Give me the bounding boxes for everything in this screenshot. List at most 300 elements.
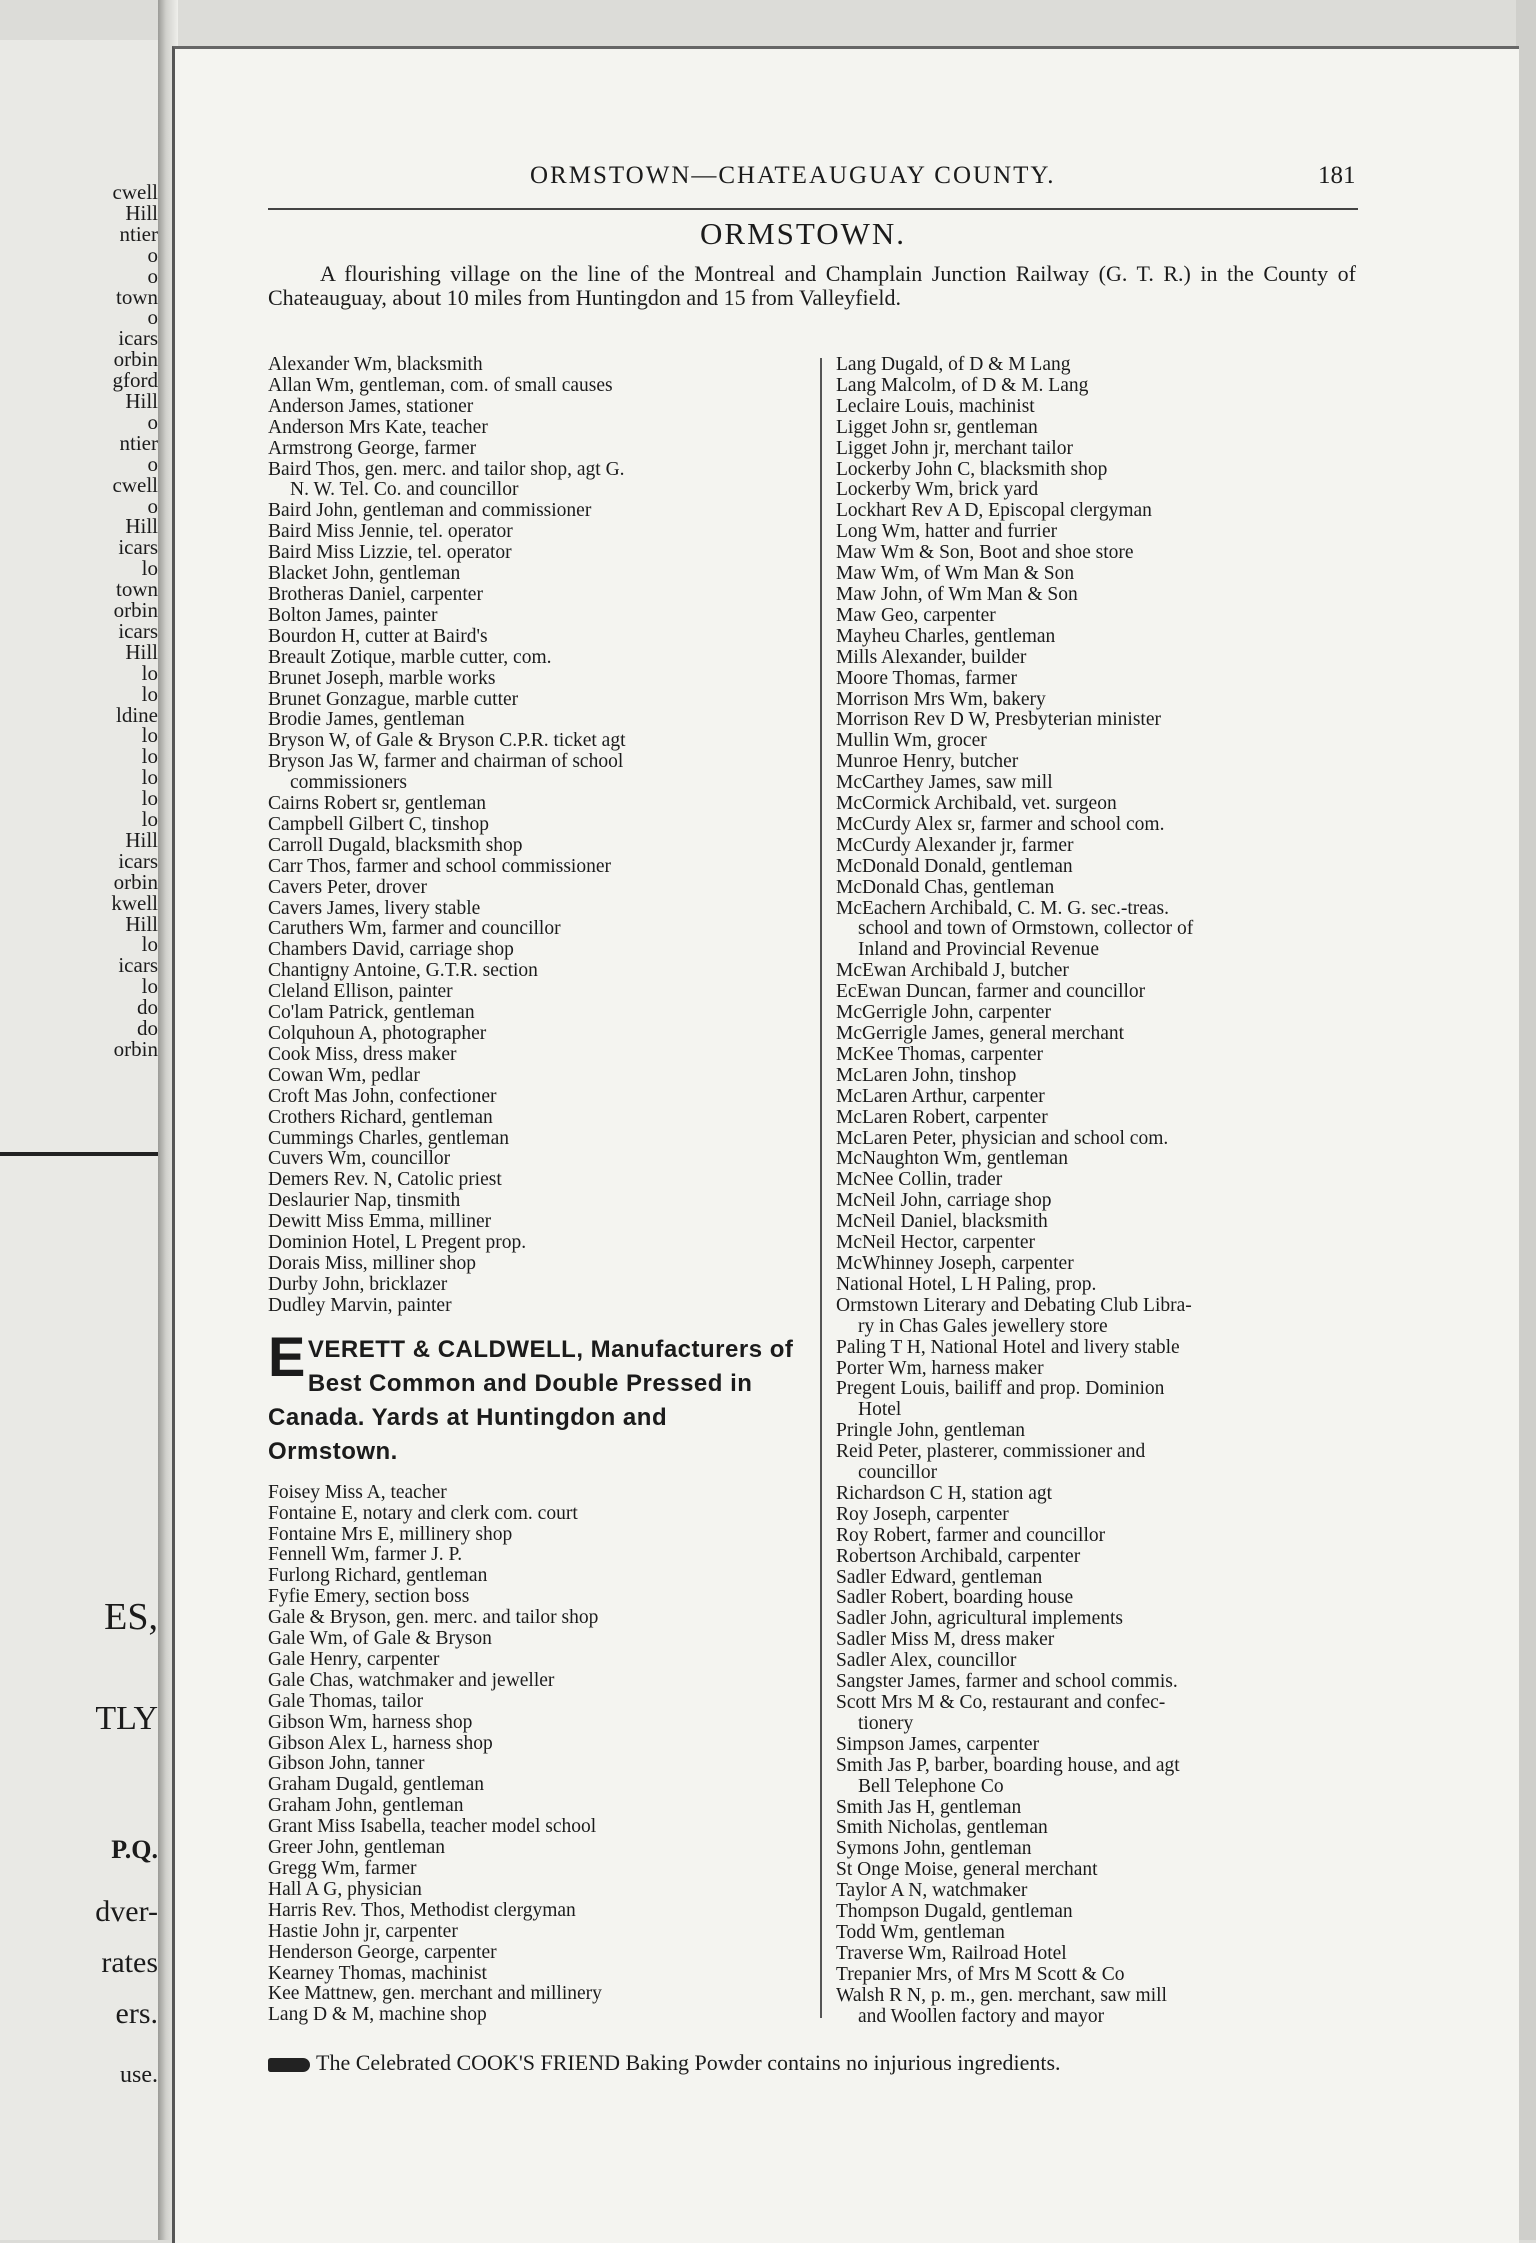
entry-text: Cavers Peter, drover [268,877,427,898]
entry-text: Lang D & M, machine shop [268,2005,487,2026]
directory-entry [836,418,1366,439]
entry-text: Dudley Marvin, painter [268,1295,452,1316]
entry-text: Walsh R N, p. m., gen. merchant, saw mill [836,1985,1167,2006]
directory-entry [268,1483,800,1504]
facing-page-text: do [137,995,158,1020]
directory-entry [836,606,1366,627]
directory-entry [836,376,1366,397]
directory-entry [268,1233,800,1254]
directory-entry [836,1672,1366,1693]
directory-entry [268,690,800,711]
directory-entry [268,836,800,857]
facing-page-text: orbin [113,869,158,894]
entry-continuation: councillor [858,1462,938,1484]
entry-text: Chantigny Antoine, G.T.R. section [268,961,538,982]
directory-entry [268,1003,800,1024]
directory-entry [836,1839,1366,1860]
directory-entry [836,982,1366,1003]
directory-entry [268,961,800,982]
facing-page-text: ES, [104,1596,158,1638]
entry-text: Maw John, of Wm Man & Son [836,584,1078,605]
facing-page-text: icars [118,848,158,873]
ad-drop-initial: E [268,1324,306,1388]
directory-entry [268,1901,800,1922]
entry-text: Bryson Jas W, farmer and chairman of school [268,752,624,773]
directory-entry [268,669,800,690]
facing-page-text: town [116,284,158,309]
entry-text: McGerrigle James, general merchant [836,1024,1125,1044]
entry-continuation: Hotel [858,1399,902,1421]
entry-text: Caruthers Wm, farmer and councillor [268,919,561,940]
facing-page-text: gford [112,368,158,393]
entry-text: Mullin Wm, grocer [836,731,987,752]
entry-text: Roy Joseph, carpenter [836,1504,1009,1525]
entry-text: St Onge Moise, general merchant [836,1860,1098,1881]
directory-entry [268,522,800,543]
entry-text: Gibson Wm, harness shop [268,1712,473,1733]
entry-text: McCormick Archibald, vet. surgeon [836,794,1117,815]
entry-text: Fontaine Mrs E, millinery shop [268,1524,513,1545]
facing-page-text: ntier [119,430,158,455]
entry-text: McLaren John, tinshop [836,1065,1017,1086]
directory-entry [268,1692,800,1713]
directory-entry [268,397,800,418]
entry-text: Pregent Louis, bailiff and prop. Dominion [836,1379,1165,1400]
facing-page-text: o [147,305,158,330]
entry-text: Hastie John jr, carpenter [268,1921,458,1942]
facing-page-text: lo [141,974,158,999]
directory-entry [836,1421,1366,1442]
entry-text: Richardson C H, station agt [836,1483,1053,1504]
directory-entry [836,1547,1366,1568]
entry-text: McWhinney Joseph, carpenter [836,1253,1074,1274]
directory-entry [836,961,1366,982]
facing-page-fragment [0,40,158,2240]
entry-text: Dominion Hotel, L Pregent prop. [268,1233,527,1254]
directory-entry [836,1944,1366,1965]
directory-entry [268,1566,800,1587]
facing-page-text: lo [141,932,158,957]
facing-page-text: icars [118,535,158,560]
directory-entry [268,919,800,940]
facing-page-text: orbin [113,598,158,622]
entry-text: Dorais Miss, milliner shop [268,1253,476,1274]
entry-continuation: commissioners [290,772,407,794]
directory-entry [268,1191,800,1212]
directory-entry [268,1066,800,1087]
entry-text: Kearney Thomas, machinist [268,1963,487,1984]
entry-text: Gale Wm, of Gale & Bryson [268,1629,492,1650]
entry-text: National Hotel, L H Paling, prop. [836,1274,1097,1295]
directory-entry [268,1254,800,1275]
entry-text: Reid Peter, plasterer, commissioner and [836,1442,1146,1463]
directory-entry [268,940,800,961]
directory-entry [836,1045,1366,1066]
facing-page-text: dver- [95,1895,158,1928]
directory-entry [836,752,1366,773]
directory-entry [836,1442,1366,1484]
directory-entry [268,1775,800,1796]
entry-text: Durby John, bricklazer [268,1274,448,1295]
entry-text: Carroll Dugald, blacksmith shop [268,835,523,856]
directory-entry [268,501,800,522]
entry-text: McLaren Arthur, carpenter [836,1086,1045,1107]
facing-page-text: lo [141,786,158,811]
entry-text: Colquhoun A, photographer [268,1024,487,1044]
facing-page-text: o [147,242,158,267]
column-divider [820,358,822,2018]
entry-text: Baird Miss Lizzie, tel. operator [268,543,512,564]
directory-entry [268,439,800,460]
entry-text: Scott Mrs M & Co, restaurant and confec- [836,1693,1166,1713]
directory-entry [268,1880,800,1901]
facing-page-text: rates [101,1946,158,1979]
entry-text: Gibson Alex L, harness shop [268,1733,493,1754]
directory-entry [836,710,1366,731]
entry-text: Demers Rev. N, Catolic priest [268,1170,502,1191]
entry-text: Henderson George, carpenter [268,1942,497,1963]
entry-list-left-a [268,355,800,1317]
directory-entry [836,1108,1366,1129]
directory-entry [268,1964,800,1985]
directory-entry [836,1651,1366,1672]
entry-text: Baird Thos, gen. merc. and tailor shop, agt G. [268,459,625,480]
facing-page-text: lo [141,744,158,769]
entry-text: Brotheras Daniel, carpenter [268,584,483,605]
facing-page-text: Hill [125,639,158,664]
entry-text: McDonald Donald, gentleman [836,856,1073,877]
directory-entry [268,1212,800,1233]
entry-text: Baird John, gentleman and commissioner [268,501,592,522]
directory-entry [268,878,800,899]
directory-entry [836,1526,1366,1547]
directory-entry [268,1045,800,1066]
facing-page-text: Hill [125,911,158,936]
directory-entry [836,1254,1366,1275]
directory-entry [268,731,800,752]
directory-entry [268,418,800,439]
directory-entry [836,815,1366,836]
entry-list-left-b [268,1483,800,2027]
directory-entry [268,1087,800,1108]
directory-column-left [268,355,800,2026]
entry-text: McNeil John, carriage shop [836,1191,1052,1212]
directory-entry [268,1650,800,1671]
facing-page-text: lo [141,765,158,790]
entry-text: Alexander Wm, blacksmith [268,355,483,375]
header-rule [268,208,1358,210]
entry-text: Robertson Archibald, carpenter [836,1546,1081,1567]
entry-text: Taylor A N, watchmaker [836,1881,1028,1902]
directory-entry [268,752,800,794]
entry-text: Grant Miss Isabella, teacher model school [268,1817,597,1838]
entry-text: Moore Thomas, farmer [836,668,1018,689]
directory-entry [836,627,1366,648]
directory-entry [268,1629,800,1650]
entry-text: Anderson Mrs Kate, teacher [268,417,488,438]
directory-entry [836,878,1366,899]
directory-entry [836,1735,1366,1756]
directory-entry [268,710,800,731]
entry-text: Simpson James, carpenter [836,1734,1040,1755]
entry-text: Trepanier Mrs, of Mrs M Scott & Co [836,1964,1125,1985]
entry-text: Cleland Ellison, painter [268,982,453,1003]
entry-text: Crothers Richard, gentleman [268,1107,493,1128]
directory-entry [268,1754,800,1775]
entry-text: Harris Rev. Thos, Methodist clergyman [268,1900,576,1921]
directory-entry [836,1609,1366,1630]
directory-entry [836,1588,1366,1609]
directory-entry [836,1756,1366,1798]
directory-entry [268,627,800,648]
directory-entry [268,1859,800,1880]
entry-text: Ormstown Literary and Debating Club Libra- [836,1295,1192,1316]
directory-entry [836,899,1366,962]
directory-entry [836,543,1366,564]
directory-entry [836,1798,1366,1819]
entry-text: McEachern Archibald, C. M. G. sec.-treas. [836,898,1170,919]
entry-text: McNeil Daniel, blacksmith [836,1212,1048,1233]
entry-text: Sadler Miss M, dress maker [836,1630,1055,1651]
entry-text: Maw Wm, of Wm Man & Son [836,564,1075,585]
entry-text: Dewitt Miss Emma, milliner [268,1212,492,1233]
entry-text: Gale Thomas, tailor [268,1691,424,1712]
directory-entry [836,1087,1366,1108]
entry-text: Blacket John, gentleman [268,564,461,585]
entry-text: Deslaurier Nap, tinsmith [268,1191,461,1212]
entry-text: Lang Dugald, of D & M Lang [836,355,1071,375]
entry-text: Lockhart Rev A D, Episcopal clergyman [836,501,1152,522]
entry-text: Cavers James, livery stable [268,898,481,919]
facing-page-text: lo [141,807,158,831]
entry-text: McCurdy Alex sr, farmer and school com. [836,814,1165,835]
directory-entry [268,857,800,878]
entry-text: Campbell Gilbert C, tinshop [268,814,489,835]
facing-page-text: o [147,451,158,476]
facing-page-text: TLY [95,1700,158,1737]
entry-text: McDonald Chas, gentleman [836,877,1055,898]
entry-text: Smith Nicholas, gentleman [836,1818,1048,1839]
directory-entry [268,1943,800,1964]
directory-entry [268,1734,800,1755]
directory-entry [836,1505,1366,1526]
facing-page-text: orbin [113,347,158,372]
advertisement-everett-caldwell [268,1324,800,1469]
entry-text: McGerrigle John, carpenter [836,1003,1051,1024]
facing-page-text: lo [141,681,158,706]
facing-page-text: o [147,263,158,288]
directory-entry [268,899,800,920]
directory-entry [268,1545,800,1566]
footer-advertisement [268,2050,1061,2076]
entry-text: Cowan Wm, pedlar [268,1065,420,1086]
town-description: A flourishing village on the line of the Montreal and Champlain Junction Railway (G. T. R.) in the County of Chateauguay, about 10 miles from Huntingdon and 15 from Valleyfield. [268,261,1356,310]
directory-entry [268,1608,800,1629]
entry-text: Mills Alexander, builder [836,647,1027,668]
facing-page-text: orbin [113,1036,158,1061]
directory-entry [836,501,1366,522]
entry-text: McLaren Robert, carpenter [836,1107,1048,1128]
facing-page-text: ers. [115,1997,158,2030]
directory-entry [836,585,1366,606]
entry-text: McNeil Hector, carpenter [836,1233,1035,1254]
entry-text: Foisey Miss A, teacher [268,1482,447,1503]
entry-text: Thompson Dugald, gentleman [836,1902,1073,1923]
facing-page-text: lo [141,723,158,748]
directory-entry [836,1379,1366,1421]
directory-entry [836,1818,1366,1839]
facing-page-text: icars [118,953,158,978]
directory-entry [268,1504,800,1525]
directory-entry [268,1922,800,1943]
entry-text: Sadler Edward, gentleman [836,1567,1043,1588]
facing-page-text: lo [141,556,158,581]
facing-page-text: Hill [125,389,158,413]
entry-text: Gale Henry, carpenter [268,1649,440,1670]
facing-page-text: o [147,409,158,434]
entry-text: Graham John, gentleman [268,1796,464,1817]
directory-entry [836,836,1366,857]
facing-page-text: icars [118,326,158,351]
entry-text: Gale Chas, watchmaker and jeweller [268,1670,555,1691]
entry-text: Brunet Gonzague, marble cutter [268,689,519,710]
entry-text: Brodie James, gentleman [268,710,465,731]
directory-entry [268,648,800,669]
entry-text: Sadler Alex, councillor [836,1651,1017,1672]
directory-entry [836,1986,1366,2028]
directory-entry [836,1902,1366,1923]
directory-entry [268,1024,800,1045]
entry-text: Pringle John, gentleman [836,1421,1026,1442]
entry-text: Bolton James, painter [268,605,438,626]
entry-text: Mayheu Charles, gentleman [836,626,1056,647]
directory-entry [836,355,1366,376]
entry-text: EcEwan Duncan, farmer and councillor [836,982,1146,1003]
entry-text: Fontaine E, notary and clerk com. court [268,1503,578,1524]
entry-continuation: tionery [858,1712,914,1734]
directory-entry [836,669,1366,690]
facing-page-text: town [116,577,158,602]
entry-continuation: school and town of Ormstown, collector of [858,918,1194,940]
entry-text: Cuvers Wm, councillor [268,1149,451,1170]
directory-entry [268,1838,800,1859]
entry-list-right [836,355,1366,2028]
directory-entry [268,815,800,836]
directory-entry [836,1066,1366,1087]
directory-entry [836,1484,1366,1505]
entry-text: Cook Miss, dress maker [268,1044,457,1065]
directory-entry [836,1359,1366,1380]
directory-entry [268,1275,800,1296]
directory-entry [836,731,1366,752]
directory-entry [836,1233,1366,1254]
entry-text: Chambers David, carriage shop [268,940,514,961]
entry-continuation: Inland and Provincial Revenue [858,939,1099,961]
entry-text: Sadler John, agricultural implements [836,1609,1124,1630]
directory-entry [836,1275,1366,1296]
facing-page-text: use. [120,2062,158,2088]
entry-text: Traverse Wm, Railroad Hotel [836,1943,1067,1964]
directory-entry [268,1129,800,1150]
directory-entry [836,522,1366,543]
directory-column-right [836,355,1366,2028]
entry-text: Fyfie Emery, section boss [268,1587,470,1608]
facing-page-text: Hill [125,514,158,539]
page-number: 181 [1318,162,1356,189]
facing-page-text: ntier [119,221,158,246]
directory-entry [268,1296,800,1317]
directory-entry [836,1923,1366,1944]
facing-page-text: kwell [111,890,158,915]
directory-entry [268,606,800,627]
directory-entry [836,773,1366,794]
entry-text: McLaren Peter, physician and school com. [836,1128,1169,1149]
entry-continuation: and Woollen factory and mayor [858,2005,1105,2027]
directory-entry [268,564,800,585]
entry-text: Co'lam Patrick, gentleman [268,1003,475,1024]
facing-page-text: ldine [116,702,158,727]
entry-text: Breault Zotique, marble cutter, com. [268,647,552,668]
directory-entry [268,1713,800,1734]
entry-text: Cummings Charles, gentleman [268,1128,510,1149]
entry-text: McEwan Archibald J, butcher [836,961,1069,982]
directory-entry [268,1984,800,2005]
directory-entry [836,1024,1366,1045]
entry-text: Carr Thos, farmer and school commissioner [268,856,611,877]
entry-text: Roy Robert, farmer and councillor [836,1525,1106,1546]
directory-entry [268,794,800,815]
entry-text: Lockerby John C, blacksmith shop [836,459,1108,480]
directory-entry [268,1817,800,1838]
directory-entry [836,1212,1366,1233]
facing-page-text: o [147,493,158,518]
pointing-hand-icon [268,2058,310,2072]
entry-text: Ligget John sr, gentleman [836,417,1038,438]
directory-entry [836,564,1366,585]
entry-text: Lockerby Wm, brick yard [836,480,1039,501]
entry-text: Smith Jas P, barber, boarding house, and agt [836,1755,1180,1776]
entry-continuation: ry in Chas Gales jewellery store [858,1315,1108,1337]
town-title: ORMSTOWN. [700,216,907,251]
entry-continuation: N. W. Tel. Co. and councillor [290,479,519,501]
directory-entry [268,460,800,502]
directory-entry [836,1630,1366,1651]
entry-text: Maw Wm & Son, Boot and shoe store [836,543,1134,564]
entry-text: Furlong Richard, gentleman [268,1566,488,1587]
entry-text: Todd Wm, gentleman [836,1922,1005,1943]
directory-entry [836,1965,1366,1986]
directory-entry [268,376,800,397]
directory-entry [268,1796,800,1817]
entry-text: Morrison Rev D W, Presbyterian minister [836,710,1161,731]
directory-entry [836,1881,1366,1902]
facing-page-text: P.Q. [111,1835,158,1864]
entry-text: Allan Wm, gentleman, com. of small causes [268,375,613,396]
entry-text: McCurdy Alexander jr, farmer [836,835,1074,856]
directory-entry [836,480,1366,501]
directory-entry [836,1693,1366,1735]
directory-entry [836,1003,1366,1024]
directory-entry [836,439,1366,460]
directory-entry [836,1338,1366,1359]
running-head: ORMSTOWN—CHATEAUGUAY COUNTY. [530,162,1056,189]
page-edge [1516,0,1536,2240]
entry-text: McNaughton Wm, gentleman [836,1149,1068,1170]
entry-text: Graham Dugald, gentleman [268,1775,485,1796]
entry-text: Baird Miss Jennie, tel. operator [268,522,513,543]
directory-entry [836,1129,1366,1150]
entry-text: Kee Mattnew, gen. merchant and millinery [268,1984,602,2005]
